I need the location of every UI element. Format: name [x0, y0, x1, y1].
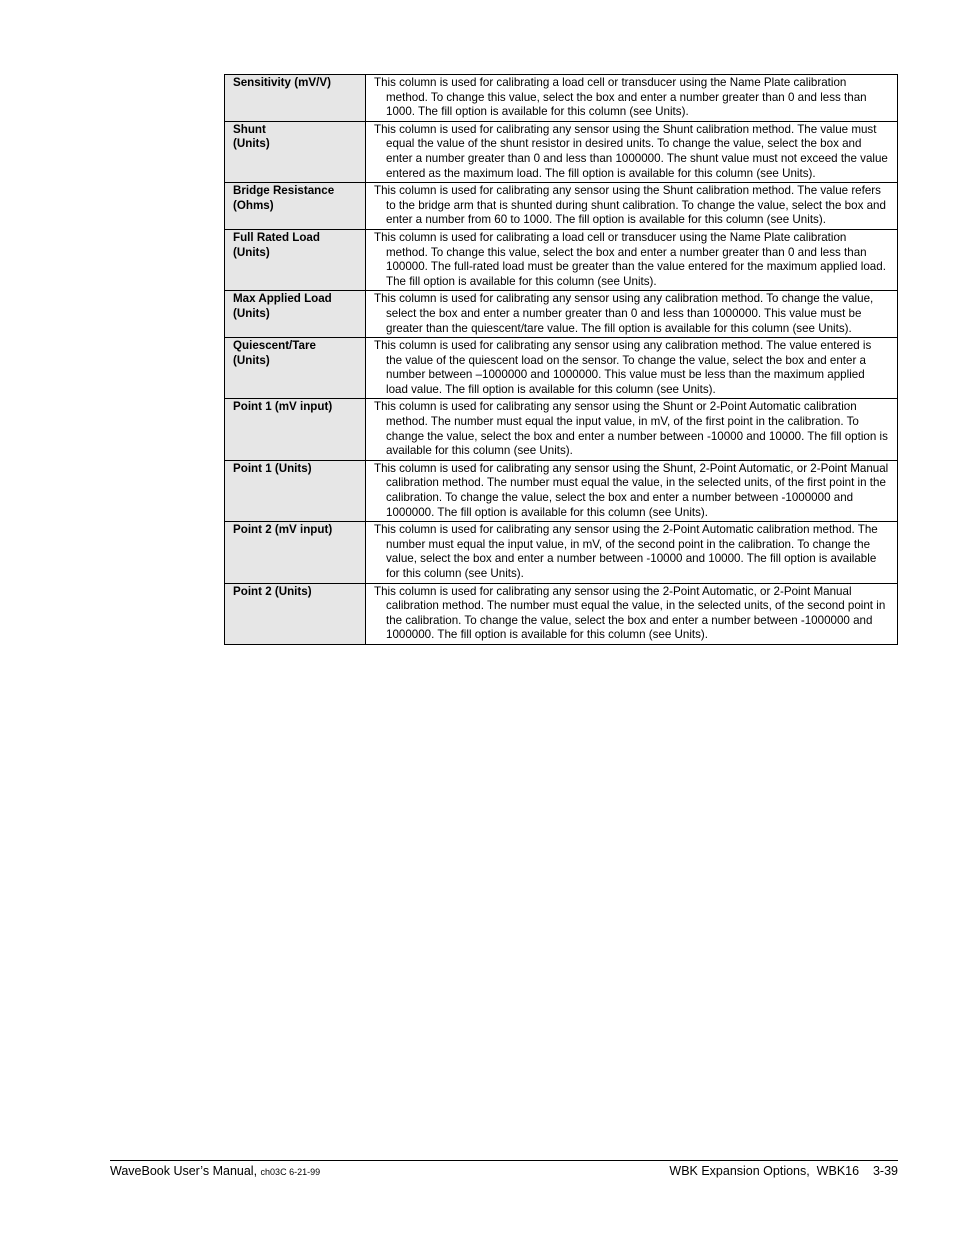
table-body — [225, 75, 898, 645]
parameter-description-cell: This column is used for calibrating a load cell or transducer using the Name Plate calibration method. To change this value, select the box and enter a number greater than 0 and less than 100000. The full-rated load must be greater than the value entered for the maximum applied load. The fill option is available for this column (see Units). — [366, 229, 898, 290]
parameter-name-line: (Units) — [233, 306, 270, 320]
table-row — [225, 229, 898, 290]
parameter-name-cell — [225, 291, 366, 338]
table-row — [225, 583, 898, 644]
parameter-description-cell: This column is used for calibrating any sensor using the 2-Point Automatic calibration method. The number must equal the input value, in mV, of the second point in the calibration. To change the value, select the box and enter a number between -10000 and 10000. The fill option is available for this column (see Units). — [366, 522, 898, 583]
footer-page-number: 3-39 — [872, 1164, 898, 1178]
table-row — [225, 183, 898, 230]
parameter-name-line: Sensitivity (mV/V) — [233, 76, 331, 89]
parameter-description-cell: This column is used for calibrating any sensor using any calibration method. To change the value, select the box and enter a number greater than 0 and less than 1000000. This value must be greater than the quiescent/tare value. The fill option is available for this column (see Units). — [366, 291, 898, 338]
parameter-name-line: Point 1 (mV input) — [233, 400, 333, 414]
parameter-name-line: (Units) — [233, 137, 270, 151]
footer-section: WBK Expansion Options, WBK16 — [669, 1164, 860, 1178]
parameter-name-line: Full Rated Load — [233, 230, 320, 244]
table-row — [225, 460, 898, 521]
table-row — [225, 75, 898, 122]
parameter-description-cell: This column is used for calibrating any sensor using the Shunt or 2-Point Automatic calibration method. The number must equal the input value, in mV, of the first point in the calibration. To change the value, select the box and enter a number between -10000 and 10000. The fill option is available for this column (see Units). — [366, 399, 898, 460]
table-row — [225, 522, 898, 583]
parameter-name-cell — [225, 583, 366, 644]
footer-manual-title: WaveBook User’s Manual, — [110, 1164, 258, 1178]
parameter-name-line: Quiescent/Tare — [233, 339, 316, 353]
table-row — [225, 338, 898, 399]
parameter-name-line: (Units) — [233, 353, 270, 367]
footer-right — [669, 1163, 898, 1179]
parameter-name-line: Max Applied Load — [233, 292, 332, 306]
parameter-name-cell — [225, 75, 366, 122]
parameter-name-cell — [225, 338, 366, 399]
parameter-name-cell — [225, 121, 366, 182]
footer-revision: ch03C 6-21-99 — [260, 1167, 321, 1177]
parameter-description-cell: This column is used for calibrating any sensor using the Shunt calibration method. The value refers to the bridge arm that is shunted during shunt calibration. To change the value, select the box and enter a number from 60 to 1000. The fill option is available for this column (see Units). — [366, 183, 898, 230]
parameter-name-line: Shunt — [233, 122, 266, 136]
parameter-name-line: (Ohms) — [233, 198, 274, 212]
parameter-name-line: (Units) — [233, 245, 270, 259]
footer-left — [110, 1163, 320, 1180]
parameter-name-cell — [225, 399, 366, 460]
parameter-name-cell — [225, 229, 366, 290]
parameter-name-cell — [225, 460, 366, 521]
parameter-description-cell: This column is used for calibrating any sensor using any calibration method. The value entered is the value of the quiescent load on the sensor. To change the value, select the box and enter a number between –1000000 and 1000000. This value must be less than the maximum applied load value. The fill option is available for this column (see Units). — [366, 338, 898, 399]
parameter-description-cell: This column is used for calibrating any sensor using the 2-Point Automatic, or 2-Point Manual calibration method. The number must equal the value, in the selected units, of the second point in the calibration. To change the value, select the box and enter a number between -1000000 and 1000000. The fill option is available for this column (see Units). — [366, 583, 898, 644]
table-row — [225, 291, 898, 338]
parameter-description-cell: This column is used for calibrating any sensor using the Shunt, 2-Point Automatic, or 2-Point Manual calibration method. The number must equal the value, in the selected units, of the first point in the calibration. To change the value, select the box and enter a number between -1000000 and 1000000. The fill option is available for this column (see Units). — [366, 460, 898, 521]
parameter-name-line: Point 2 (Units) — [233, 584, 312, 598]
parameter-name-line: Point 2 (mV input) — [233, 523, 333, 537]
parameter-name-cell — [225, 522, 366, 583]
parameter-description-cell: This column is used for calibrating a load cell or transducer using the Name Plate calibration method. To change this value, select the box and enter a number greater than 0 and less than 1000. The fill option is available for this column (see Units). — [366, 75, 898, 122]
parameter-name-line: Bridge Resistance — [233, 184, 335, 198]
parameter-description-cell: This column is used for calibrating any sensor using the Shunt calibration method. The value must equal the value of the shunt resistor in desired units. To change the value, select the box and enter a number greater than 0 and less than 1000000. The shunt value must not exceed the value entered as the maximum load. The fill option is available for this column (see Units). — [366, 121, 898, 182]
calibration-parameters-table — [224, 74, 898, 645]
parameter-name-line: Point 1 (Units) — [233, 461, 312, 475]
parameter-name-cell — [225, 183, 366, 230]
table-row — [225, 399, 898, 460]
footer-divider — [110, 1160, 898, 1161]
table-row — [225, 121, 898, 182]
